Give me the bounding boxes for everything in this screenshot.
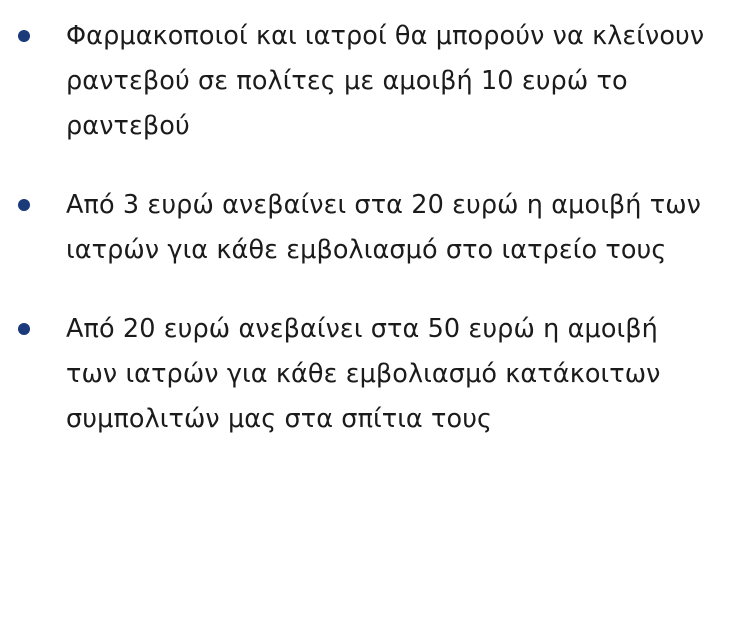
bullet-point-icon [18, 30, 30, 42]
bullet-point-icon [18, 199, 30, 211]
list-item-text: Φαρμακοποιοί και ιατροί θα μπορούν να κλείνουν ραντεβού σε πολίτες με αμοιβή 10 ευρώ το ραντεβού [66, 21, 705, 141]
list-item [0, 183, 710, 273]
bullet-list [0, 14, 710, 442]
bullet-point-icon [18, 323, 30, 335]
list-item-text: Από 3 ευρώ ανεβαίνει στα 20 ευρώ η αμοιβή των ιατρών για κάθε εμβολιασμό στο ιατρείο τους [66, 190, 702, 265]
list-item-text: Από 20 ευρώ ανεβαίνει στα 50 ευρώ η αμοιβή των ιατρών για κάθε εμβολιασμό κατάκοιτων συμπολιτών μας στα σπίτια τους [66, 314, 661, 434]
list-item [0, 307, 710, 442]
list-item [0, 14, 710, 149]
